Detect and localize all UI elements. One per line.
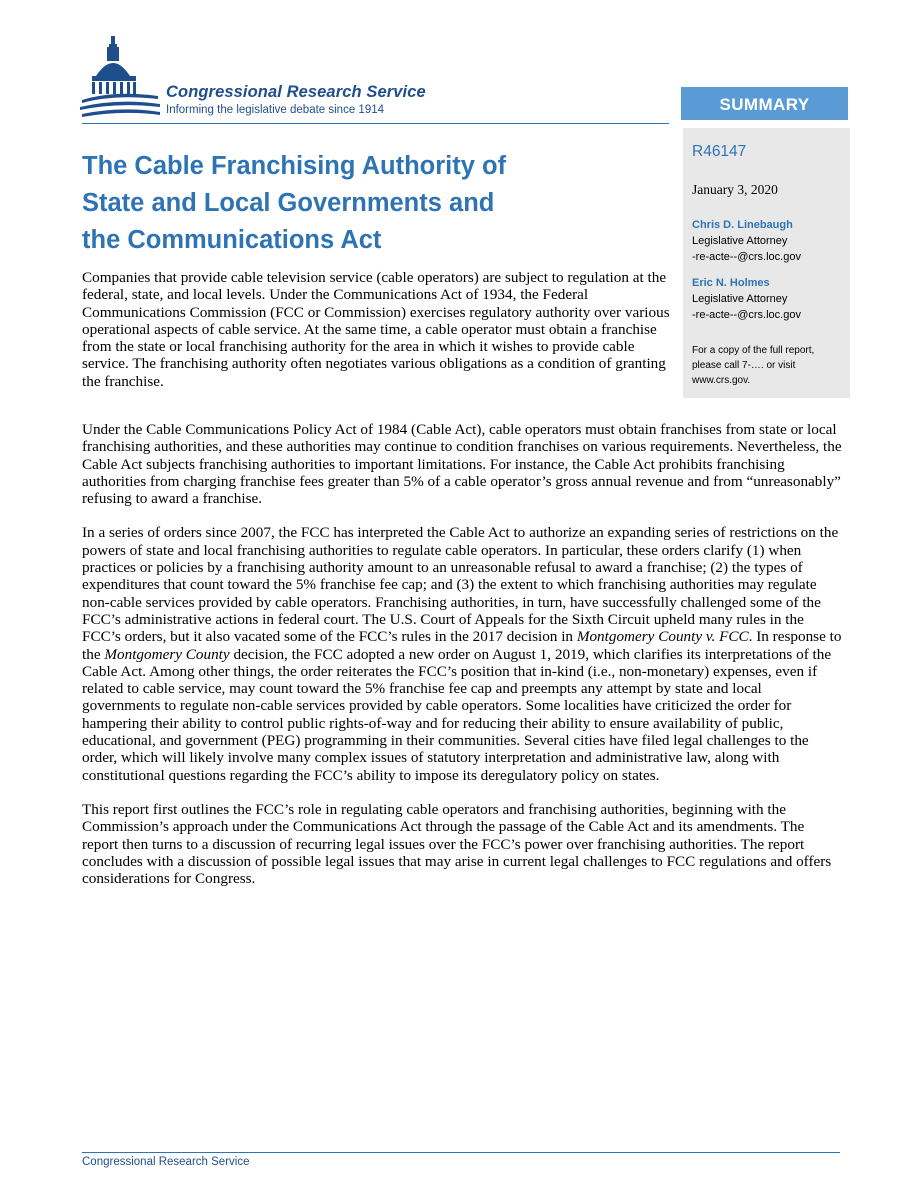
page-title <box>82 148 642 259</box>
author-role: Legislative Attorney <box>692 235 788 247</box>
author-email[interactable]: -re-acte--@crs.loc.gov <box>692 309 801 321</box>
report-id: R46147 <box>692 143 747 160</box>
body-paragraph <box>82 524 844 783</box>
title-line: The Cable Franchising Authority of <box>82 152 507 180</box>
author-name: Chris D. Linebaugh <box>692 219 793 231</box>
author-block <box>692 275 801 323</box>
note-line-link[interactable]: www.crs.gov. <box>692 375 751 386</box>
org-tagline: Informing the legislative debate since 1914 <box>166 104 385 116</box>
body-paragraph: Under the Cable Communications Policy Act of 1984 (Cable Act), cable operators must obtain franchises from state or local franchising authorities, and these authorities may continue to condition franchises on various requirements. Nevertheless, the Cable Act subjects franchising authorities to important limitations. For instance, the Cable Act prohibits franchising authorities from charging franchise fees greater than 5% of a cable operator’s gross annual revenue and from “unreasonably” refusing to award a franchise. <box>82 421 842 508</box>
author-role: Legislative Attorney <box>692 293 788 305</box>
author-email[interactable]: -re-acte--@crs.loc.gov <box>692 251 801 263</box>
header-divider <box>82 123 669 124</box>
paragraph-text: decision, the FCC adopted a new order on August 1, 2019, which clarifies its interpretations of the Cable Act. Among other things, the order reiterates the FCC’s position that in-kind (i.e., non-monetary) expenses, even if related to cable service, may count toward the 5% franchise fee cap and preempts any attempt by state and local governments to regulate non-cable services provided by cable operators. Some localities have criticized the order for hampering their ability to control public rights-of-way and for reducing their ability to ensure availability of public, educational, and government (PEG) programming in their communities. Several cities have filed legal challenges to the order, which will likely involve many complex issues of statutory interpretation and administrative law, along with constitutional questions regarding the FCC’s ability to impose its deregulatory policy on states. <box>82 645 832 784</box>
author-name: Eric N. Holmes <box>692 277 770 289</box>
body-paragraph: This report first outlines the FCC’s role in regulating cable operators and franchising authorities, beginning with the Commission’s approach under the Communications Act through the passage of the Cable Act and its amendments. The report then turns to a discussion of recurring legal issues over the FCC’s power over franchising authorities. The report concludes with a discussion of possible legal issues that may arise in current legal challenges to FCC regulations and offers considerations for Congress. <box>82 800 832 888</box>
paragraph-text: . In response to the <box>82 628 842 663</box>
footer-org-name: Congressional Research Service <box>82 1156 250 1168</box>
capitol-dome-logo-icon <box>78 34 162 122</box>
summary-panel <box>683 128 850 398</box>
report-body <box>82 421 844 904</box>
paragraph-text: In a series of orders since 2007, the FCC has interpreted the Cable Act to authorize an expanding series of restrictions on the powers of state and local franchising authorities to regulate cable operators. In particular, these orders clarify (1) when practices or policies by a franchising authority amount to an unreasonable refusal to award a franchise; (2) the types of expenditures that count toward the 5% franchise fee cap; and (3) the extent to which franchising authorities may regulate non-cable services provided by cable operators. Franchising authorities, in turn, have successfully challenged some of the FCC’s administrative actions in federal court. The U.S. Court of Appeals for the Sixth Circuit upheld many rules in the FCC’s orders, but it also vacated some of the FCC’s rules in the 2017 decision in <box>82 524 839 646</box>
author-block <box>692 217 801 265</box>
summary-heading: SUMMARY <box>681 87 848 120</box>
note-line: please call 7-…. or visit <box>692 360 796 371</box>
body-paragraph: Companies that provide cable television service (cable operators) are subject to regulation at the federal, state, and local levels. Under the Communications Act of 1934, the Federal Communications Commission (FCC or Commission) exercises regulatory authority over various operational aspects of cable service. At the same time, a cable operator must obtain a franchise from the state or local franchising authority for the area in which it wishes to provide cable service. The franchising authority often negotiates various obligations as a condition of granting the franchise. <box>82 269 670 390</box>
note-line: For a copy of the full report, <box>692 345 815 356</box>
case-citation: Montgomery County <box>104 645 230 663</box>
org-name: Congressional Research Service <box>166 83 426 101</box>
report-date: January 3, 2020 <box>692 182 778 197</box>
title-line: the Communications Act <box>82 226 382 254</box>
crs-logo <box>78 34 478 126</box>
report-copy-note <box>692 343 844 388</box>
intro-block <box>82 269 672 407</box>
footer-divider <box>82 1152 840 1153</box>
title-line: State and Local Governments and <box>82 189 495 217</box>
case-citation: Montgomery County v. FCC <box>576 628 749 646</box>
